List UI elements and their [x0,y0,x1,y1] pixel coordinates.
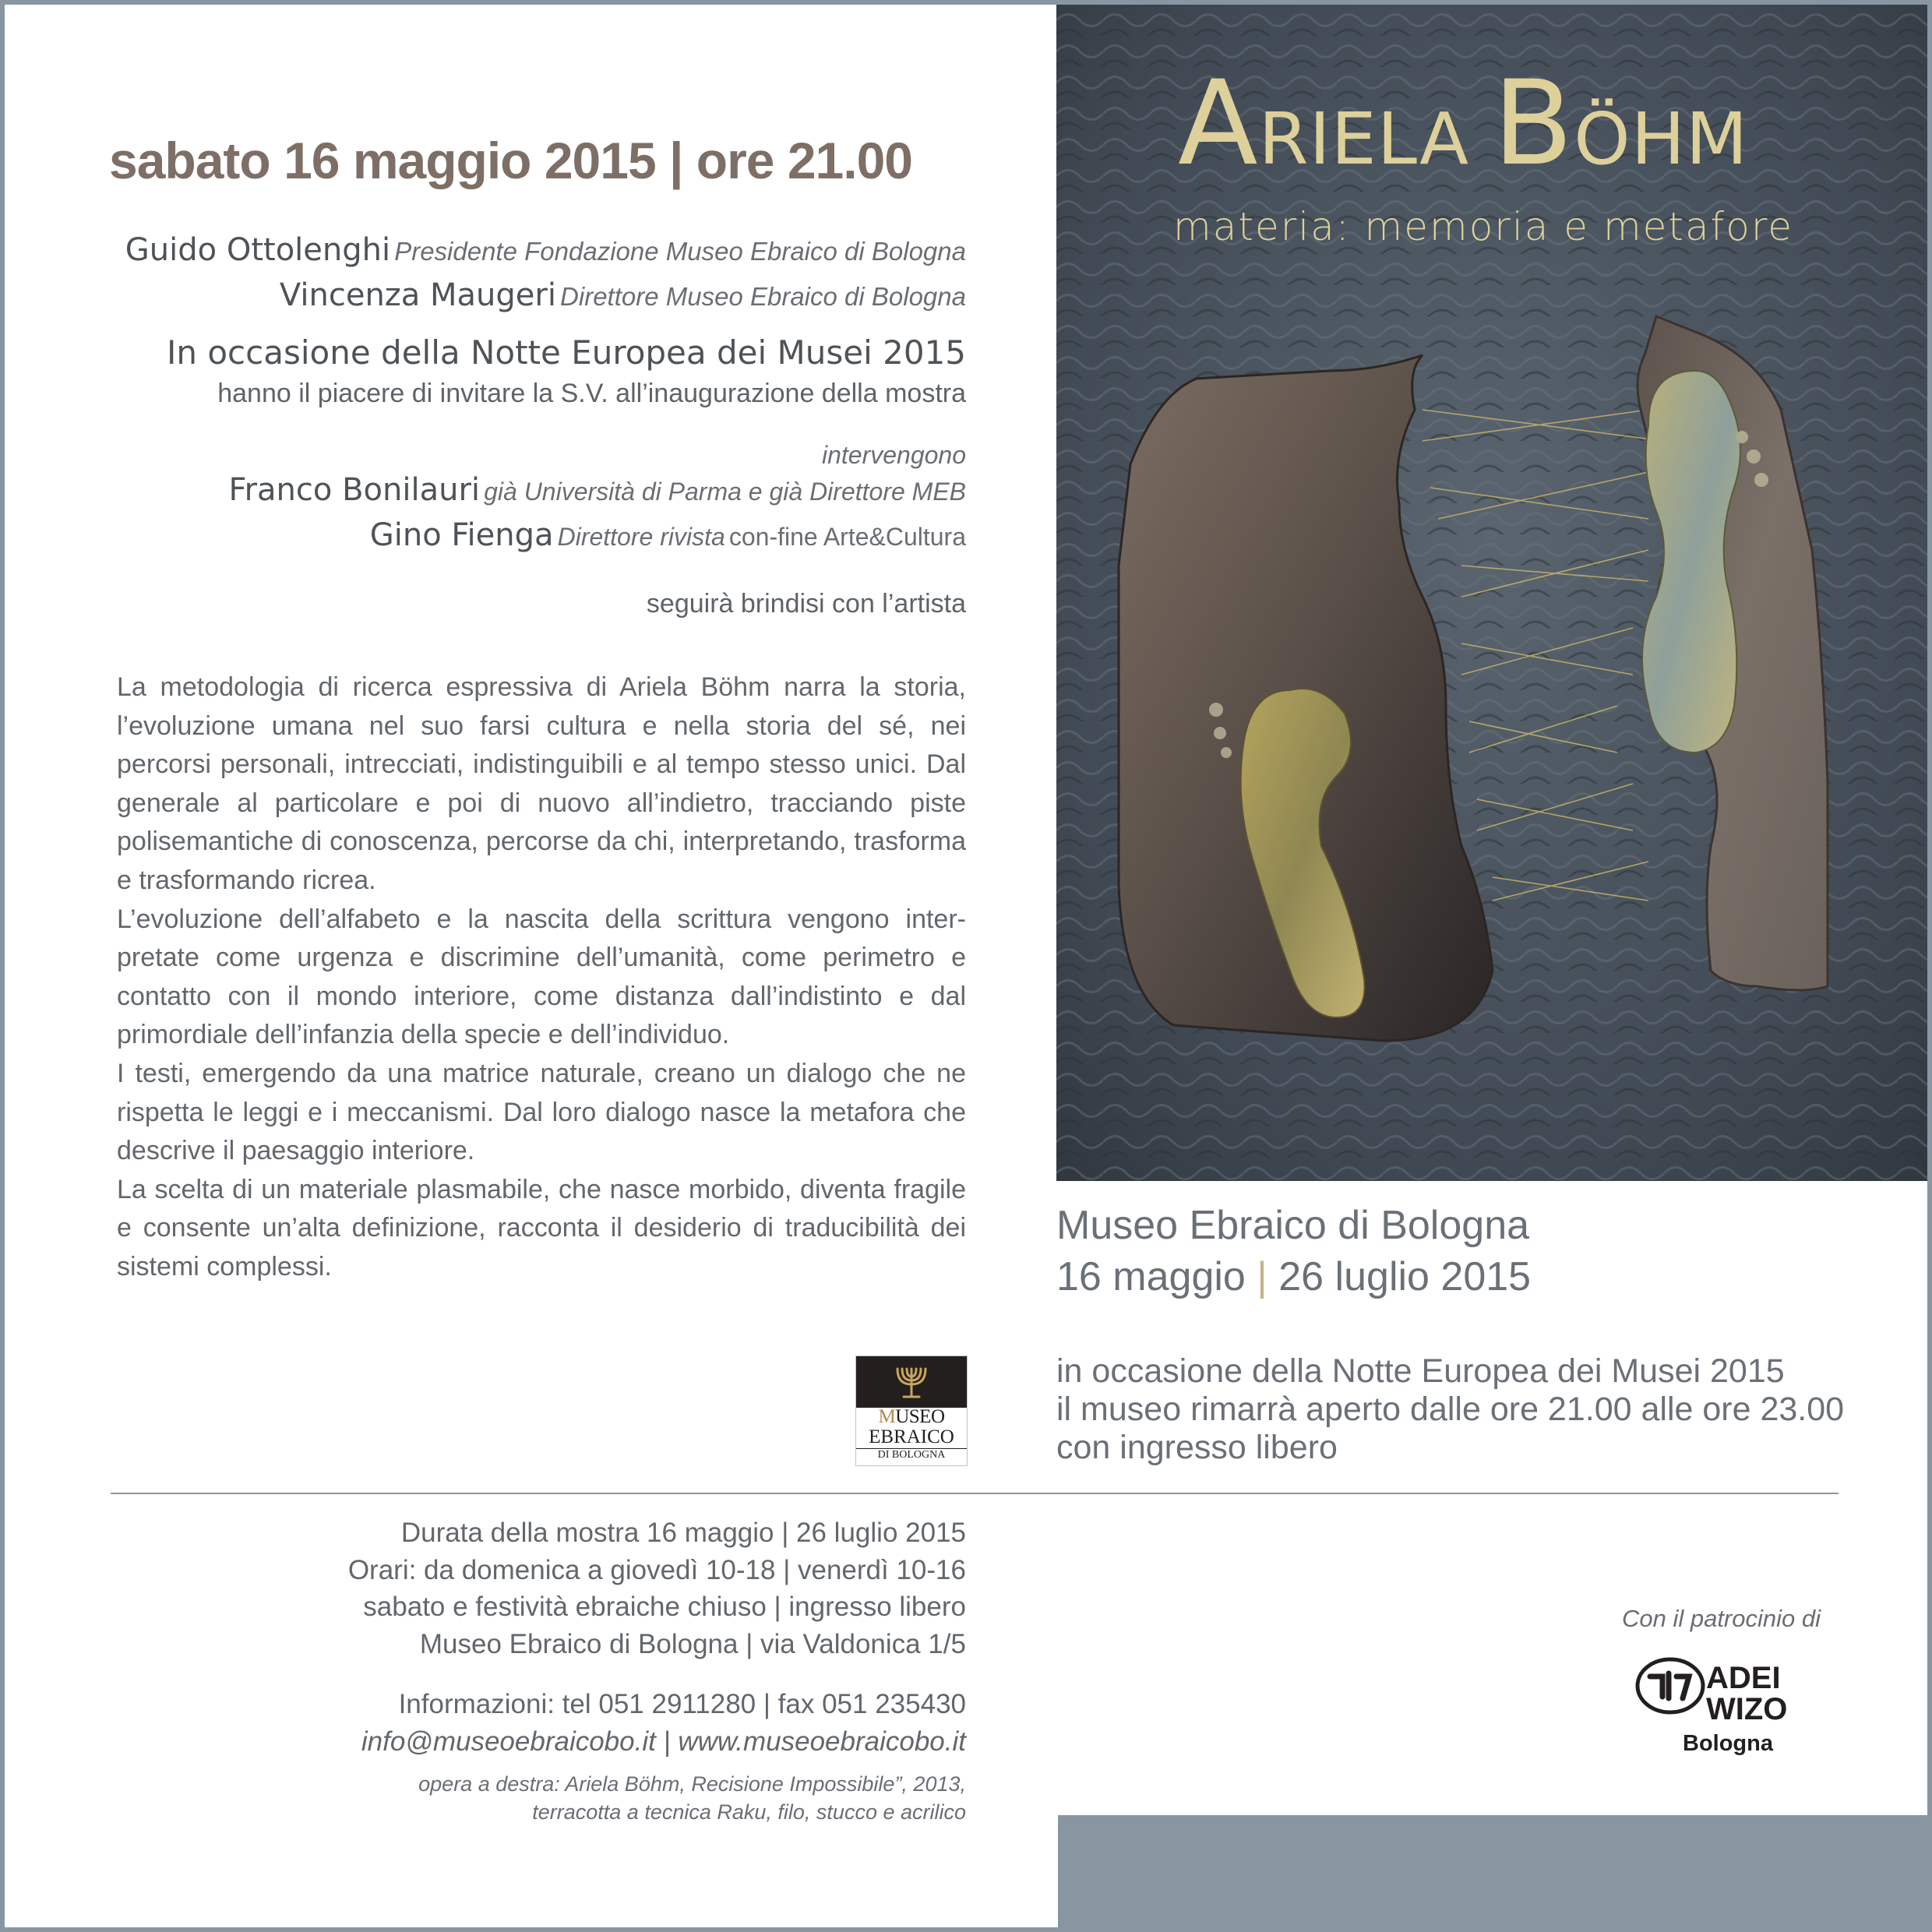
host-role: Presidente Fondazione Museo Ebraico di Bologna [394,237,966,266]
exhibition-subtitle: materia: memoria e metafore [1173,204,1794,249]
page-frame-left [0,0,5,1932]
menorah-icon [891,1364,932,1401]
notice-line: in occasione della Notte Europea dei Musei 2015 [1056,1352,1785,1390]
artwork-credit [117,1770,966,1826]
speaker-name: Gino Fienga [369,517,554,553]
artwork-image [1056,5,1927,1181]
logo-line-museo: MUSEO [878,1406,945,1427]
host-line-2 [117,277,966,313]
notice-line: con ingresso libero [1056,1429,1338,1466]
invitation-text: hanno il piacere di invitare la S.V. all’inaugurazione della mostra [217,379,966,408]
speaker-role: già Università di Parma e già Direttore MEB [484,478,966,506]
info-address: Museo Ebraico di Bologna | via Valdonica 1/5 [419,1628,966,1659]
exhibition-description [117,668,966,1287]
speakers-label: intervengono [821,441,966,469]
description-paragraph: L’evoluzione dell’alfabeto e la nascita della scrittura vengono interpretate come urgenza e discrimine dell’umanità, come perimetro e contatto con il mondo interiore, come distanza dall’indistinto e dal primordiale dell’infanzia della specie e dell’individuo. [117,904,966,1050]
patronage-label: Con il patrocinio di [1621,1605,1821,1632]
info-hours: Orari: da domenica a giovedì 10-18 | venerdì 10-16 [347,1554,966,1585]
speaker-name: Franco Bonilauri [228,472,480,508]
description-paragraph: La scelta di un materiale plasmabile, che nasce morbido, diventa fragile e consente un’alta definizione, racconta il desiderio di traducibilità dei sistemi complessi. [117,1174,966,1282]
page-frame-right [1927,0,1932,1932]
section-divider [111,1493,1839,1494]
credit-line-1: opera a destra: Ariela Böhm, Recisione Impossibile”, 2013, [418,1772,966,1796]
host-name: Guido Ottolenghi [125,232,391,268]
event-date-time: sabato 16 maggio 2015 | ore 21.00 [109,132,912,189]
adei-wizo-city: Bologna [1683,1731,1773,1756]
venue-name: Museo Ebraico di Bologna [1056,1203,1530,1248]
host-line-1 [117,232,966,268]
info-closures: sabato e festività ebraiche chiuso | ingresso libero [363,1592,966,1622]
info-email-website: info@museoebraicobo.it | www.museoebraicobo.it [361,1726,966,1757]
info-phone-fax: Informazioni: tel 051 2911280 | fax 051 235430 [398,1689,966,1719]
museo-ebraico-logo [855,1356,968,1466]
corner-color-block [1058,1815,1932,1932]
description-paragraph: I testi, emergendo da una matrice naturale, creano un dialogo che ne rispetta le leggi e i meccanismi. Dal loro dialogo nasce la metafora che descrive il paesaggio interiore. [117,1058,966,1166]
speaker-role: Direttore rivista [557,523,725,551]
speaker-line-1 [117,472,966,508]
occasion-title: In occasione della Notte Europea dei Musei 2015 [167,333,966,372]
night-of-museums-notice [1056,1352,1898,1467]
info-duration: Durata della mostra 16 maggio | 26 luglio 2015 [400,1518,966,1548]
logo-dark-band [856,1356,967,1408]
logo-line-city: DI BOLOGNA [856,1448,967,1461]
page-frame-bottom [0,1927,1059,1932]
venue-block [1056,1200,1874,1303]
speaker-role-publication: con-fine Arte&Cultura [728,523,966,551]
toast-note: seguirà brindisi con l’artista [646,589,966,619]
notice-line: il museo rimarrà aperto dalle ore 21.00 alle ore 23.00 [1056,1391,1845,1428]
speaker-line-2 [117,517,966,553]
host-role: Direttore Museo Ebraico di Bologna [560,282,966,311]
host-name: Vincenza Maugeri [279,277,556,313]
credit-line-2: terracotta a tecnica Raku, filo, stucco e acrilico [532,1800,966,1824]
exhibition-dates: 16 maggio | 26 luglio 2015 [1056,1254,1532,1299]
practical-info [117,1514,966,1760]
adei-wizo-name: ADEI WIZO [1706,1661,1788,1726]
description-paragraph: La metodologia di ricerca espressiva di Ariela Böhm narra la storia, l’evoluzione umana nel suo farsi cultura e nella storia del sé, nei percorsi personali, intrecciati, indistinguibili e al tempo stesso unici. Dal generale al particolare e poi di nuovo all’indietro, tracciando piste polisemantiche di conoscenza, percorse da chi, interpretando, trasforma e trasformando ricrea. [117,672,966,895]
logo-line-ebraico: EBRAICO [869,1426,954,1447]
artist-name: ARIELA BÖHM [1178,56,1749,192]
